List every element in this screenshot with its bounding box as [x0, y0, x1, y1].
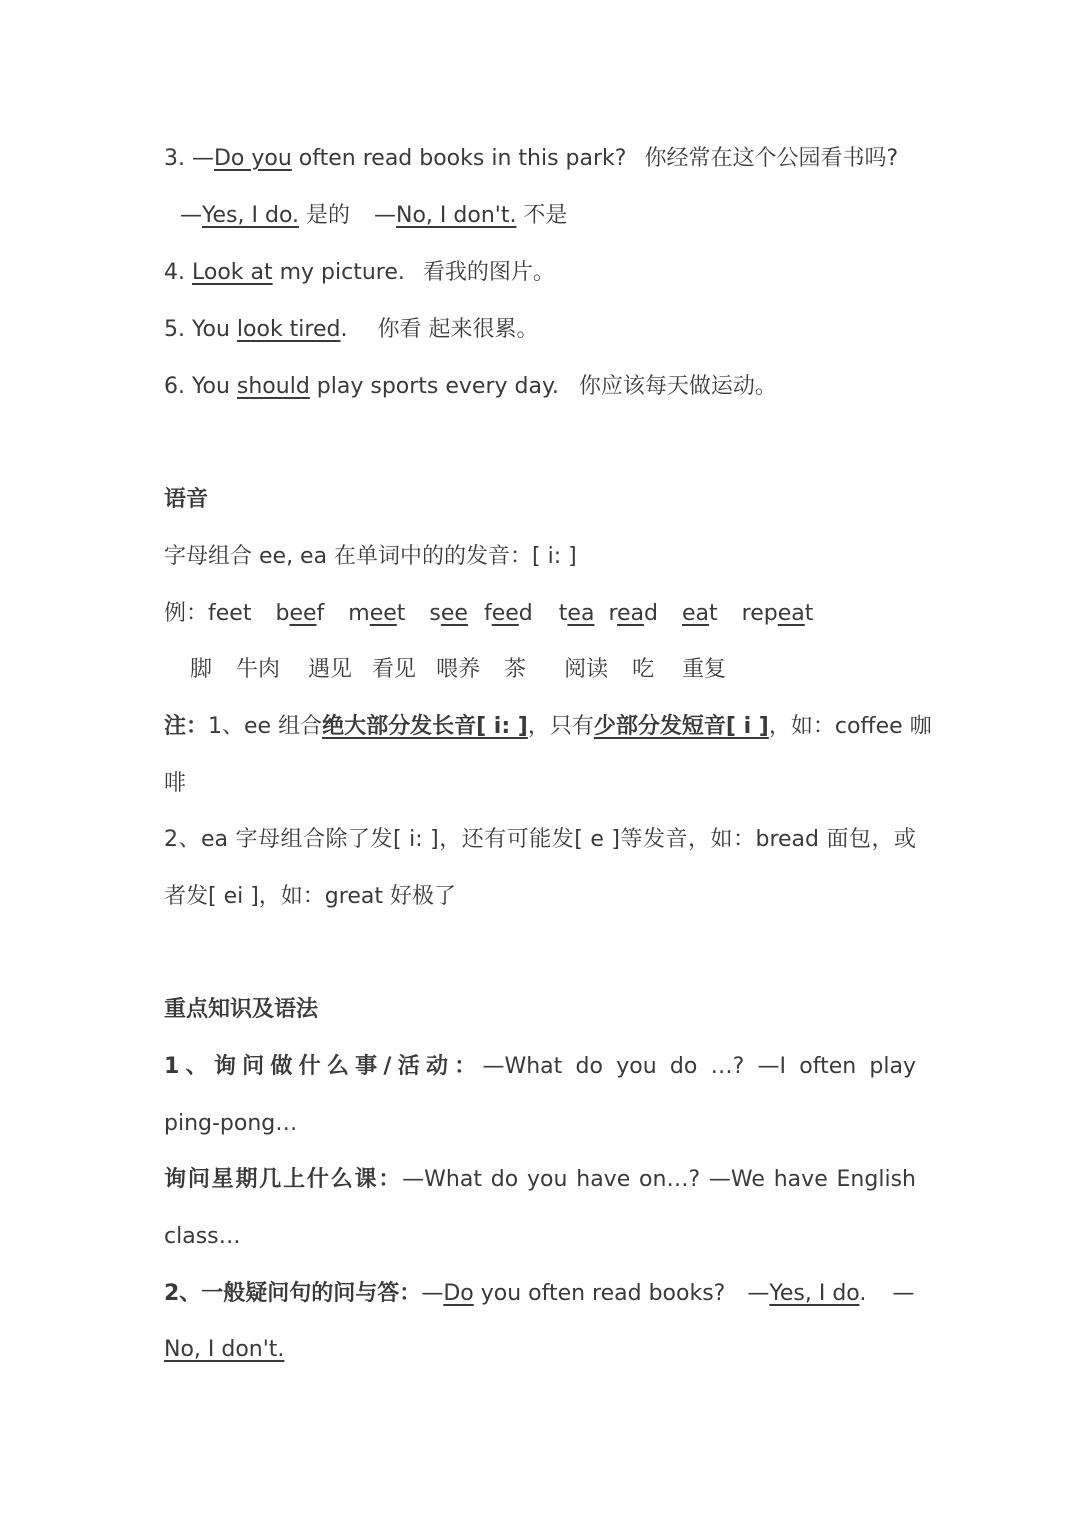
item-number: 3. — — [164, 146, 214, 171]
item-4 — [164, 258, 916, 288]
note-2: 2、ea 字母组合除了发[ i: ]，还有可能发[ e ]等发音，如：bread 面包，或 — [164, 827, 916, 852]
underlined-phrase: Look at — [191, 260, 273, 285]
chinese-translation: 不是 — [516, 203, 568, 228]
grammar-text: . — [859, 1281, 867, 1306]
word-meaning: 脚 — [190, 657, 213, 682]
grammar-text: —What do you have on…? —We have English — [402, 1167, 916, 1192]
word-list — [208, 601, 813, 626]
phonics-rule: 字母组合 ee, ea 在单词中的的发音：[ i: ] — [164, 544, 577, 569]
answer-no: No, I don't. — [396, 203, 517, 228]
grammar-3-cont — [164, 1335, 916, 1365]
dash: — — [747, 1281, 770, 1306]
grammar-text: you often read books? — [473, 1281, 726, 1306]
item-number: 5. You — [164, 317, 237, 342]
underlined-phrase: should — [236, 374, 310, 399]
grammar-text: —What do you do …? —I often play — [482, 1054, 917, 1079]
note-1 — [164, 712, 932, 742]
grammar-label: 2、一般疑问句的问与答： — [164, 1281, 422, 1306]
chinese-translation: 你看 起来很累。 — [377, 317, 539, 342]
word-meaning: 牛肉 — [236, 657, 281, 682]
example-label: 例： — [164, 601, 209, 626]
section-heading-grammar: 重点知识及语法 — [164, 997, 319, 1022]
example-word: tea — [558, 601, 595, 626]
dash: — — [421, 1281, 444, 1306]
item-number: 6. You — [164, 374, 237, 399]
example-word: meet — [348, 601, 406, 626]
answer-yes: Yes, I do. — [202, 203, 300, 228]
underlined-phrase: Yes, I do — [769, 1281, 860, 1306]
word-meaning: 阅读 — [564, 657, 609, 682]
grammar-2 — [164, 1165, 916, 1195]
example-word: eat — [682, 601, 718, 626]
item-3-answers — [180, 201, 916, 231]
chinese-translation: 是的 — [299, 203, 351, 228]
word-meaning: 看见 — [372, 657, 417, 682]
grammar-1 — [164, 1052, 916, 1082]
chinese-translation: 看我的图片。 — [422, 260, 555, 285]
sentence-text: . — [340, 317, 348, 342]
underlined-phrase: look tired — [236, 317, 341, 342]
note-emphasis: 绝大部分发长音[ i: ] — [322, 714, 528, 739]
grammar-1-cont: ping-pong… — [164, 1111, 298, 1136]
example-word: repeat — [741, 601, 814, 626]
dash: — — [374, 203, 397, 228]
word-meanings — [190, 655, 916, 685]
sentence-text: often read books in this park? — [291, 146, 627, 171]
note-text: ，只有 — [527, 714, 594, 739]
chinese-translation: 你经常在这个公园看书吗? — [644, 146, 899, 171]
note-text: 1、ee 组合 — [208, 714, 323, 739]
sentence-text: play sports every day. — [309, 374, 559, 399]
grammar-label: 询问星期几上什么课： — [164, 1167, 403, 1192]
item-number: 4. — [164, 260, 192, 285]
grammar-label: 1、询问做什么事/活动： — [164, 1054, 483, 1079]
note-label: 注： — [164, 714, 209, 739]
word-meaning: 遇见 — [308, 657, 353, 682]
sentence-text: my picture. — [272, 260, 405, 285]
word-meaning: 重复 — [682, 657, 727, 682]
underlined-phrase: Do — [443, 1281, 474, 1306]
word-meaning: 喂养 — [436, 657, 481, 682]
item-5 — [164, 315, 916, 345]
dash: — — [892, 1281, 915, 1306]
note-emphasis: 少部分发短音[ i ] — [593, 714, 769, 739]
example-word: beef — [275, 601, 325, 626]
grammar-3 — [164, 1279, 916, 1309]
example-word: feed — [483, 601, 533, 626]
example-word: feet — [208, 601, 252, 626]
example-words — [164, 599, 916, 629]
item-3-question — [164, 144, 916, 174]
underlined-phrase: Do you — [213, 146, 292, 171]
note-2-cont: 者发[ ei ]，如：great 好极了 — [164, 884, 456, 909]
item-6 — [164, 372, 916, 402]
note-text: ，如：coffee 咖 — [768, 714, 932, 739]
note-1-cont: 啡 — [164, 771, 187, 796]
chinese-translation: 你应该每天做运动。 — [578, 374, 777, 399]
example-word: read — [608, 601, 658, 626]
dash: — — [180, 203, 202, 228]
word-meaning: 吃 — [632, 657, 655, 682]
section-heading-phonics: 语音 — [164, 487, 209, 512]
word-meaning: 茶 — [504, 657, 527, 682]
example-word: see — [429, 601, 468, 626]
grammar-2-cont: class… — [164, 1224, 241, 1249]
underlined-phrase: No, I don't. — [164, 1337, 285, 1362]
